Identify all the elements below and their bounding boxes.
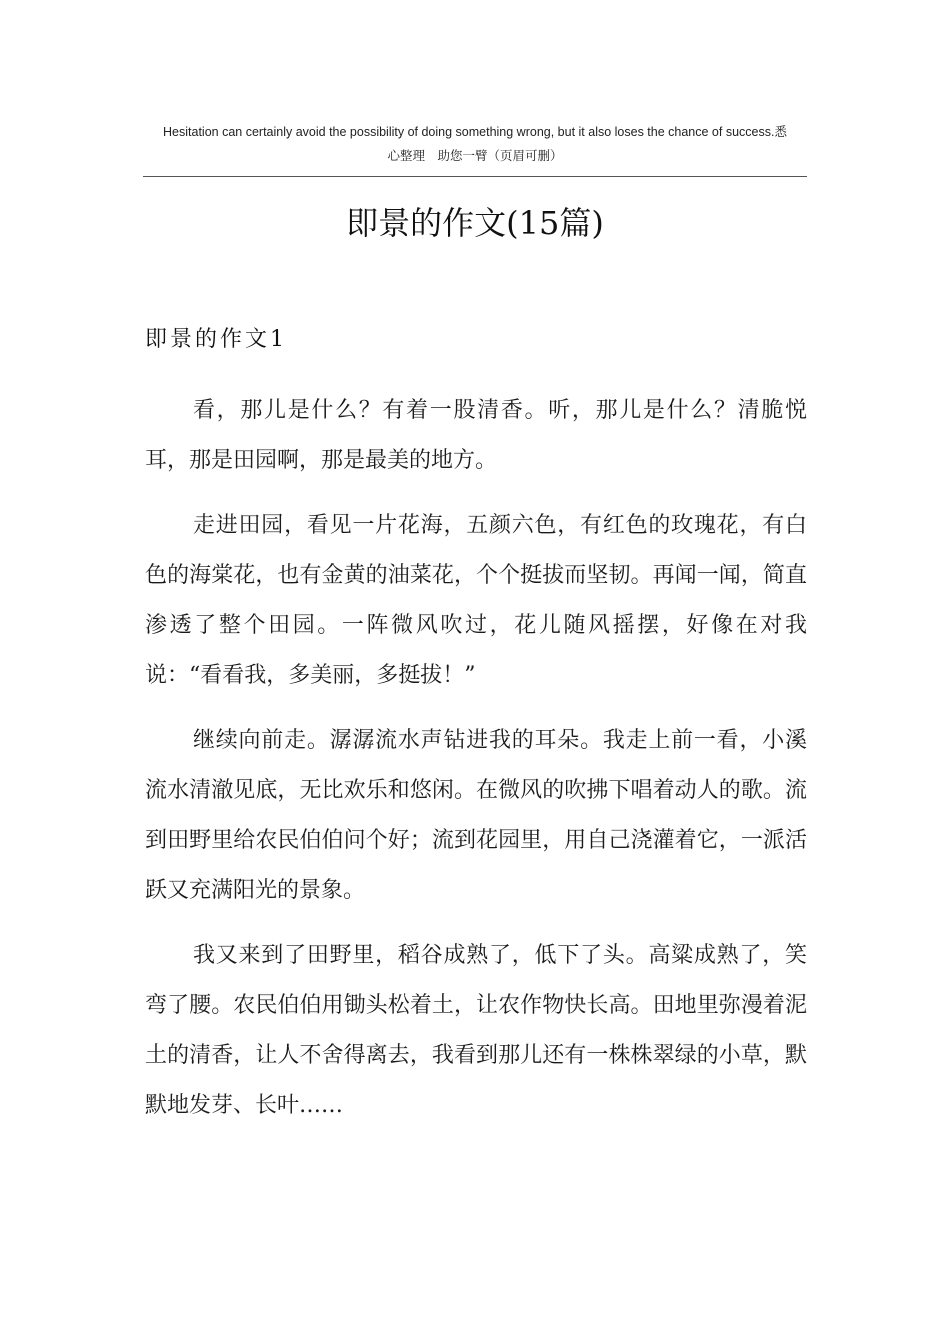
paragraph-2: 走进田园，看见一片花海，五颜六色，有红色的玫瑰花，有白色的海棠花，也有金黄的油菜花，个个挺拔而坚韧。再闻一闻，简直渗透了整个田园。一阵微风吹过，花儿随风摇摆，好像在对我说：“看看我，多美丽，多挺拔！” bbox=[145, 513, 807, 688]
header-line-1: Hesitation can certainly avoid the possibility of doing something wrong, but it also loses the chance of success.悉 bbox=[163, 125, 787, 139]
header-divider bbox=[143, 176, 807, 177]
page-header bbox=[143, 120, 807, 168]
paragraph-1: 看，那儿是什么？有着一股清香。听，那儿是什么？清脆悦耳，那是田园啊，那是最美的地方。 bbox=[145, 398, 807, 473]
essay-body bbox=[145, 386, 807, 1146]
document-title: 即景的作文(15篇) bbox=[346, 204, 604, 242]
section-heading: 即景的作文1 bbox=[145, 327, 287, 352]
header-line-2: 心整理 助您一臂（页眉可删） bbox=[387, 149, 563, 163]
paragraph-4: 我又来到了田野里，稻谷成熟了，低下了头。高粱成熟了，笑弯了腰。农民伯伯用锄头松着土，让农作物快长高。田地里弥漫着泥土的清香，让人不舍得离去，我看到那儿还有一株株翠绿的小草，默默地发芽、长叶…… bbox=[145, 943, 807, 1118]
paragraph-3: 继续向前走。潺潺流水声钻进我的耳朵。我走上前一看，小溪流水清澈见底，无比欢乐和悠闲。在微风的吹拂下唱着动人的歌。流到田野里给农民伯伯问个好；流到花园里，用自己浇灌着它，一派活跃又充满阳光的景象。 bbox=[145, 728, 807, 903]
